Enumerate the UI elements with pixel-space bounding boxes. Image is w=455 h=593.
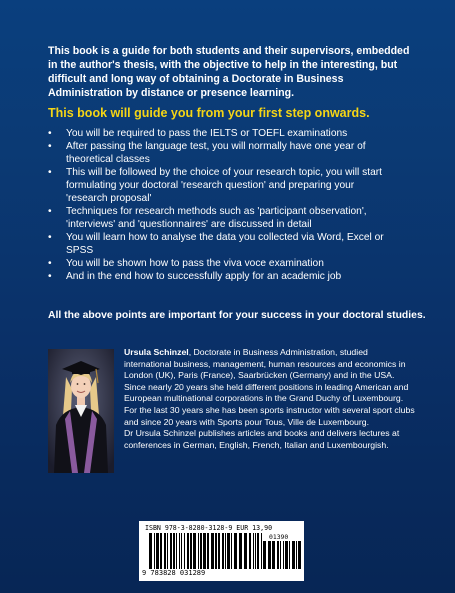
list-item: [48, 166, 398, 205]
intro-paragraph: This book is a guide for both students and their supervisors, embedded in the author's thesis, with the objective to help in the interesting, but difficult and long way of obtaining a Doctorate in Business Administration by distance or presence learning.: [48, 45, 410, 99]
bullet-icon: •: [48, 167, 52, 178]
list-item: [48, 270, 398, 283]
list-item-text: This will be followed by the choice of your research topic, you will start formulating your doctoral 'research question' and preparing your 'research proposal': [66, 167, 382, 204]
bullet-icon: •: [48, 271, 52, 282]
list-item: [48, 140, 398, 166]
author-bio-text: , Doctorate in Business Administration, studied international business, management, human resources and economics in London (UK), Paris (France), Saarbrücken (Germany) and in the USA. Since nearly 20 years she held different positions in leading American and European multinational corporations in the Grand Duchy of Luxembourg. For the last 30 years she has been sports instructor with several sport clubs and since 20 years with Sports pour Tous, Ville de Luxembourg.: [124, 347, 415, 427]
bullet-icon: •: [48, 141, 52, 152]
list-item: [48, 205, 398, 231]
list-item: [48, 257, 398, 270]
list-item: [48, 231, 398, 257]
author-name: Ursula Schinzel: [124, 347, 189, 357]
list-item-text: After passing the language test, you will normally have one year of theoretical classes: [66, 141, 366, 165]
bullet-icon: •: [48, 206, 52, 217]
price-code: 01390: [269, 533, 289, 541]
bullet-icon: •: [48, 128, 52, 139]
list-item-text: You will learn how to analyse the data you collected via Word, Excel or SPSS: [66, 232, 384, 256]
barcode-digits: 9 783828 031289: [142, 569, 206, 577]
graduate-portrait-icon: [48, 349, 114, 473]
ean-barcode: [149, 533, 267, 569]
author-photo: [48, 349, 114, 473]
price-barcode: [263, 541, 303, 569]
barcode-label: [139, 521, 304, 581]
author-bio: [124, 347, 416, 451]
summary-line: All the above points are important for your success in your doctoral studies.: [48, 310, 426, 321]
bullet-icon: •: [48, 232, 52, 243]
bullet-list: [48, 127, 398, 283]
bullet-icon: •: [48, 258, 52, 269]
author-bio-text-2: Dr Ursula Schinzel publishes articles and books and delivers lectures at conferences in German, English, French, Italian and Luxembourgish.: [124, 428, 400, 450]
headline: This book will guide you from your first step onwards.: [48, 106, 370, 120]
list-item-text: And in the end how to successfully apply for an academic job: [66, 271, 342, 282]
isbn-text: ISBN 978-3-8280-3128-9 EUR 13,90: [145, 524, 273, 532]
list-item: [48, 127, 398, 140]
list-item-text: Techniques for research methods such as 'participant observation', 'interviews' and 'questionnaires' are discussed in detail: [66, 206, 367, 230]
list-item-text: You will be shown how to pass the viva voce examination: [66, 258, 324, 269]
list-item-text: You will be required to pass the IELTS or TOEFL examinations: [66, 128, 348, 139]
